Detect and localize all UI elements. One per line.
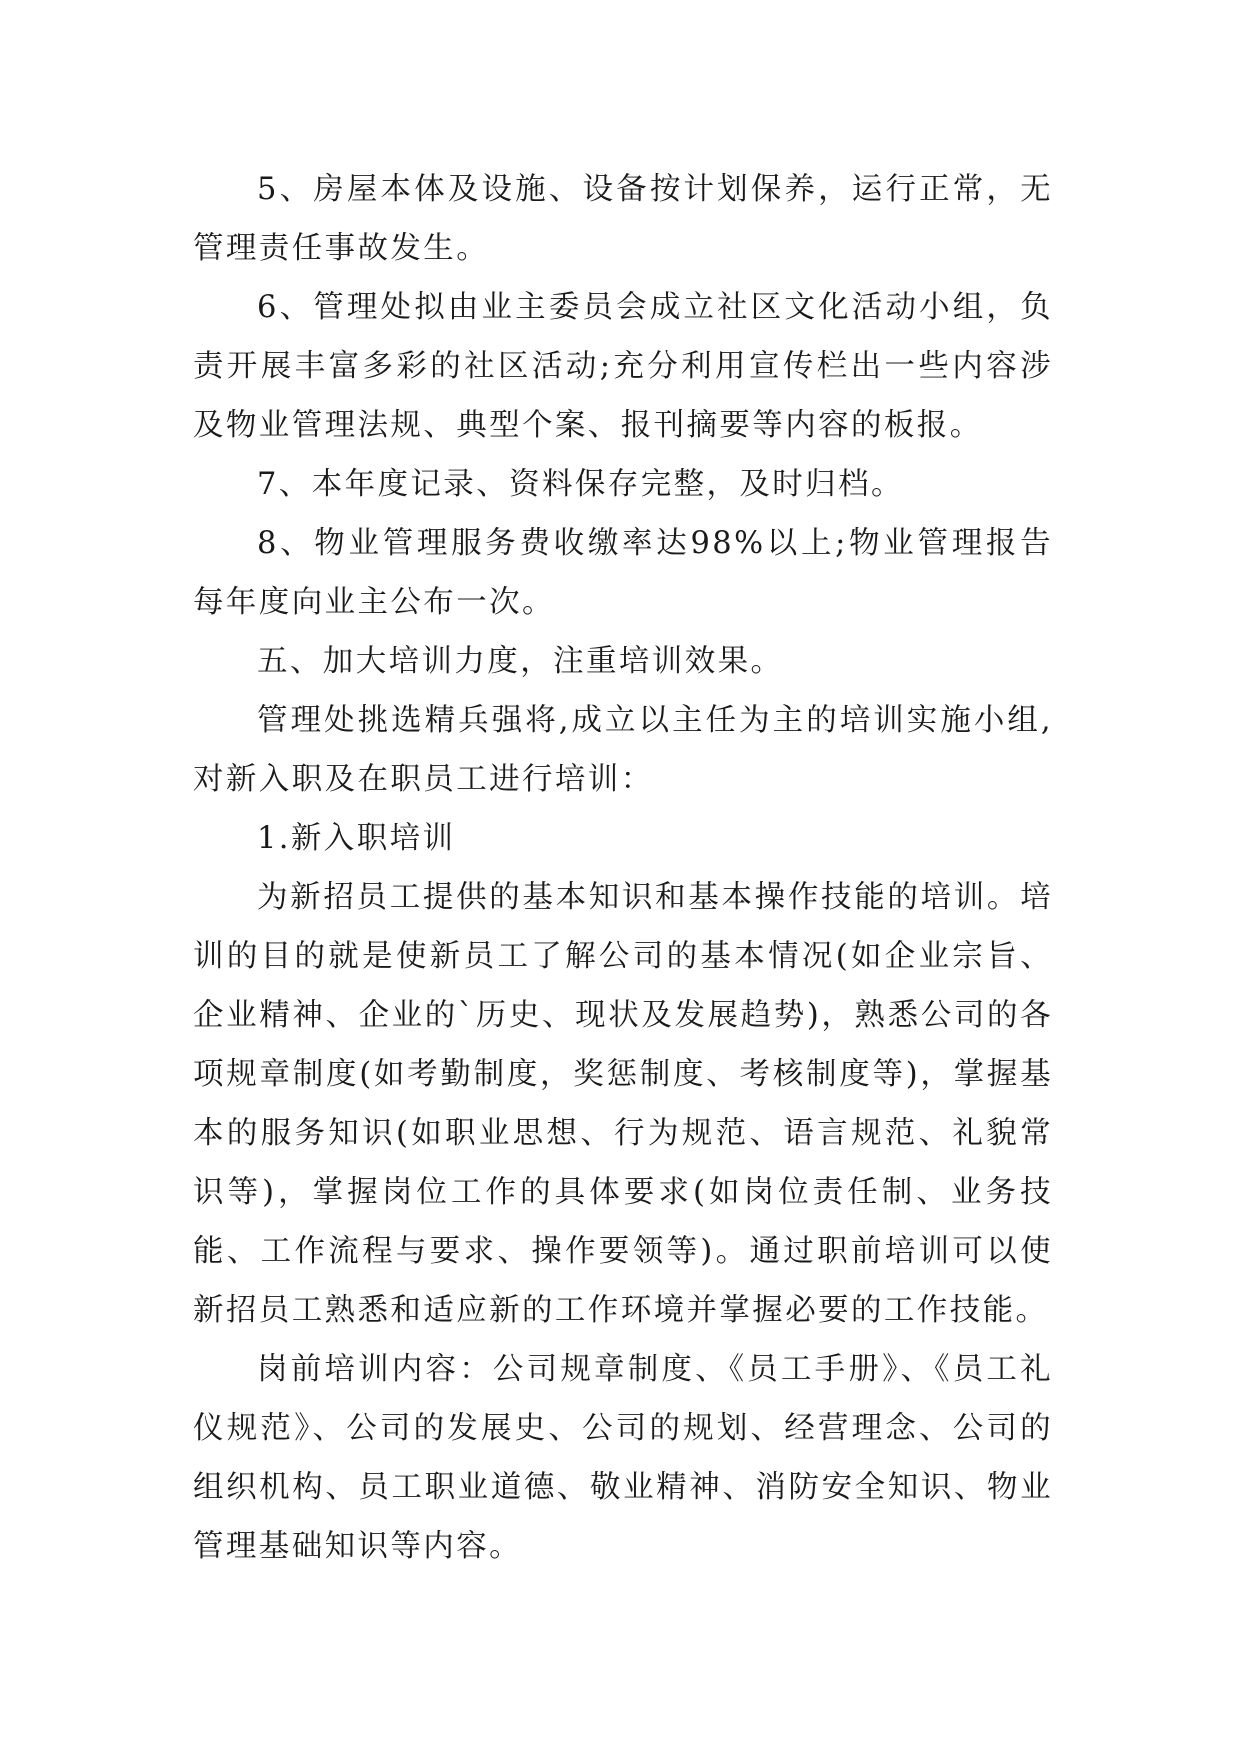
paragraph-pre-job-content: 岗前培训内容：公司规章制度、《员工手册》、《员工礼仪规范》、公司的发展史、公司的规划、经营理念、公司的组织机构、员工职业道德、敬业精神、消防安全知识、物业管理基础知识等内容。 <box>193 1352 1053 1564</box>
paragraph-item-7: 7、本年度记录、资料保存完整，及时归档。 <box>257 467 904 502</box>
paragraph-item-6: 6、管理处拟由业主委员会成立社区文化活动小组，负责开展丰富多彩的社区活动;充分利用宣传栏出一些内容涉及物业管理法规、典型个案、报刊摘要等内容的板报。 <box>193 290 1053 443</box>
paragraph-new-hire-description: 为新招员工提供的基本知识和基本操作技能的培训。培训的目的就是使新员工了解公司的基本情况(如企业宗旨、企业精神、企业的`历史、现状及发展趋势)，熟悉公司的各项规章制度(如考勤制度，奖惩制度、考核制度等)，掌握基本的服务知识(如职业思想、行为规范、语言规范、礼貌常识等)，掌握岗位工作的具体要求(如岗位责任制、业务技能、工作流程与要求、操作要领等)。通过职前培训可以使新招员工熟悉和适应新的工作环境并掌握必要的工作技能。 <box>193 880 1053 1328</box>
paragraph-training-intro: 管理处挑选精兵强将,成立以主任为主的培训实施小组,对新入职及在职员工进行培训： <box>193 703 1053 797</box>
paragraph-item-5: 5、房屋本体及设施、设备按计划保养，运行正常，无管理责任事故发生。 <box>193 172 1053 266</box>
section-heading-training: 五、加大培训力度，注重培训效果。 <box>257 644 784 679</box>
paragraph-item-8: 8、物业管理服务费收缴率达98%以上;物业管理报告每年度向业主公布一次。 <box>193 526 1053 620</box>
subheading-new-hire-training: 1.新入职培训 <box>257 821 456 856</box>
document-body <box>193 160 1053 1576</box>
